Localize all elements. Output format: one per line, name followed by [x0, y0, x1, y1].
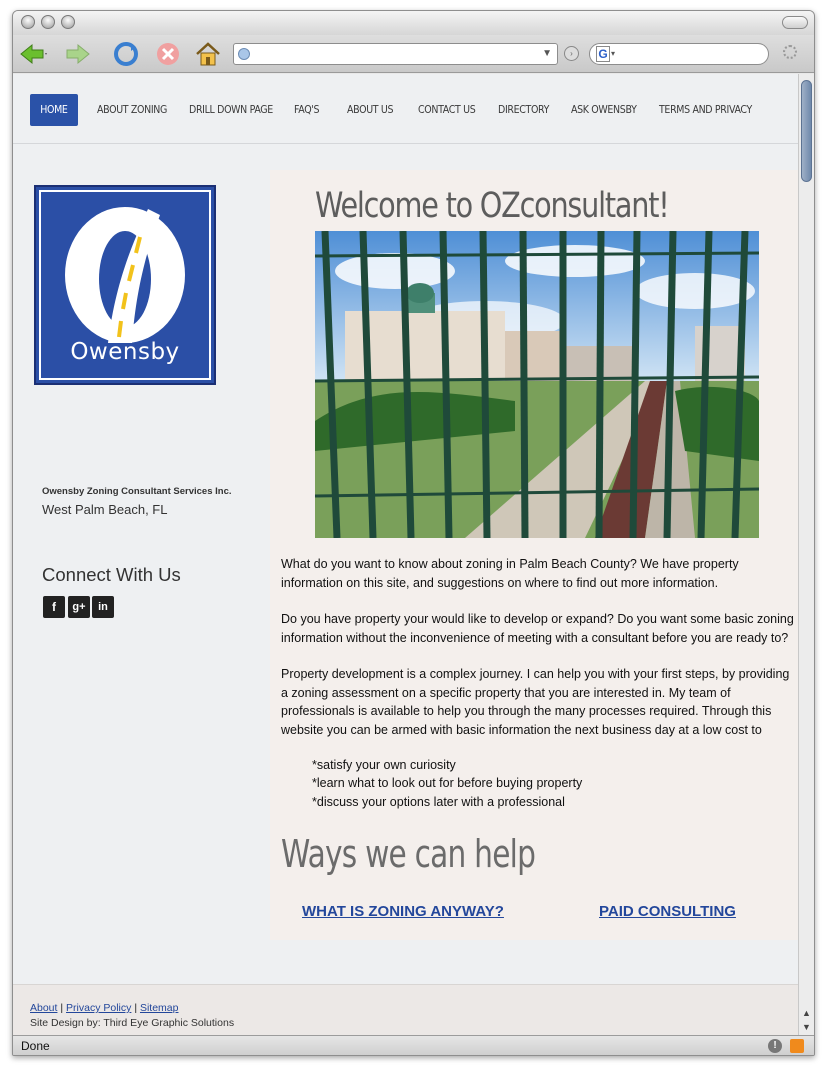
browser-toolbar: [13, 35, 814, 73]
nav-item-drill-down-page[interactable]: DRILL DOWN PAGE: [189, 103, 273, 116]
toolbar-toggle-button[interactable]: [782, 16, 808, 29]
home-icon: [194, 41, 222, 67]
nav-item-directory[interactable]: DIRECTORY: [498, 103, 550, 116]
scrollbar-thumb[interactable]: [801, 80, 812, 182]
title-bar: [13, 11, 814, 35]
stop-button[interactable]: [153, 40, 183, 68]
bullet-item: *discuss your options later with a professional: [312, 795, 565, 809]
browser-window: [12, 10, 815, 1056]
main-nav: [13, 74, 800, 144]
logo-text: Owensby: [70, 339, 180, 365]
footer-about-link[interactable]: About: [30, 1002, 58, 1014]
nav-item-faqs[interactable]: FAQ'S: [294, 103, 320, 116]
status-text: Done: [21, 1039, 50, 1053]
page-footer: [13, 984, 800, 1036]
footer-sitemap-link[interactable]: Sitemap: [139, 1002, 179, 1014]
loading-spinner-icon: [783, 45, 797, 59]
intro-paragraph-2: Do you have property your would like to develop or expand? Do you want some basic zoning information without the inconvenience of meeting with a consultant before you are ready to?: [281, 612, 794, 645]
forward-arrow-icon: [63, 42, 93, 66]
search-input[interactable]: [589, 43, 769, 65]
intro-paragraph-3: Property development is a complex journey. I can help you with your first steps, by providing a zoning assessment on a specific property that you are interested in. My team of professionals is available to help you through the many processes required. Through this website you can be armed with basic information the next business day at a low cost to: [281, 667, 790, 737]
fence-rail-photo: [315, 231, 759, 538]
nav-item-home[interactable]: [30, 94, 78, 126]
what-is-zoning-link[interactable]: WHAT IS ZONING ANYWAY?: [302, 903, 504, 920]
minimize-window-button[interactable]: [41, 15, 55, 29]
go-button[interactable]: ›: [564, 46, 579, 61]
bullet-item: *learn what to look out for before buying property: [312, 776, 583, 790]
footer-separator: |: [134, 1002, 138, 1014]
google-plus-icon[interactable]: g+: [68, 596, 90, 618]
google-g-icon: G: [596, 46, 610, 62]
reload-button[interactable]: [111, 40, 141, 68]
back-button[interactable]: [19, 40, 49, 68]
vertical-scrollbar[interactable]: [798, 74, 814, 1036]
road-o-icon: [36, 197, 214, 347]
info-icon[interactable]: !: [768, 1039, 782, 1053]
nav-item-about-zoning[interactable]: ABOUT ZONING: [97, 103, 168, 116]
globe-icon: [238, 48, 250, 60]
company-city: West Palm Beach, FL: [42, 502, 168, 517]
rss-feed-icon[interactable]: [790, 1039, 804, 1053]
footer-credit: Site Design by: Third Eye Graphic Solutions: [30, 1017, 235, 1029]
stop-icon: [155, 41, 181, 67]
reload-icon: [113, 41, 139, 67]
bullet-item: *satisfy your own curiosity: [312, 758, 456, 772]
paid-consulting-link[interactable]: PAID CONSULTING: [599, 903, 736, 920]
forward-button[interactable]: [63, 40, 93, 68]
scroll-up-arrow-icon[interactable]: ▲: [802, 1008, 811, 1018]
company-name: Owensby Zoning Consultant Services Inc.: [42, 486, 232, 497]
zoom-window-button[interactable]: [61, 15, 75, 29]
close-window-button[interactable]: [21, 15, 35, 29]
url-dropdown-icon[interactable]: ▼: [542, 48, 552, 59]
linkedin-icon[interactable]: in: [92, 596, 114, 618]
back-arrow-icon: [19, 42, 49, 66]
scroll-down-arrow-icon[interactable]: ▼: [802, 1022, 811, 1032]
nav-label-home: HOME: [40, 103, 68, 116]
owensby-logo[interactable]: [34, 185, 216, 385]
url-input[interactable]: [233, 43, 558, 65]
facebook-icon[interactable]: f: [43, 596, 65, 618]
nav-item-contact-us[interactable]: CONTACT US: [418, 103, 476, 116]
page-title: Welcome to OZconsultant!: [315, 186, 669, 226]
footer-separator: |: [60, 1002, 64, 1014]
hero-photo: [315, 231, 759, 538]
nav-item-ask-owensby[interactable]: ASK OWENSBY: [571, 103, 637, 116]
connect-heading: Connect With Us: [42, 564, 181, 585]
footer-links: [30, 1002, 179, 1014]
intro-paragraph-1: What do you want to know about zoning in Palm Beach County? We have property information on this site, and suggestions on where to find out more information.: [281, 557, 739, 590]
ways-heading: Ways we can help: [281, 832, 536, 876]
home-button[interactable]: [193, 40, 223, 68]
footer-privacy-link[interactable]: Privacy Policy: [66, 1002, 132, 1014]
page-viewport: [13, 74, 800, 1036]
main-content: [270, 170, 800, 940]
nav-item-about-us[interactable]: ABOUT US: [347, 103, 394, 116]
status-bar: [13, 1035, 814, 1055]
search-engine-dropdown-icon[interactable]: ▾: [611, 49, 616, 58]
nav-item-terms-and-privacy[interactable]: TERMS AND PRIVACY: [659, 103, 752, 116]
